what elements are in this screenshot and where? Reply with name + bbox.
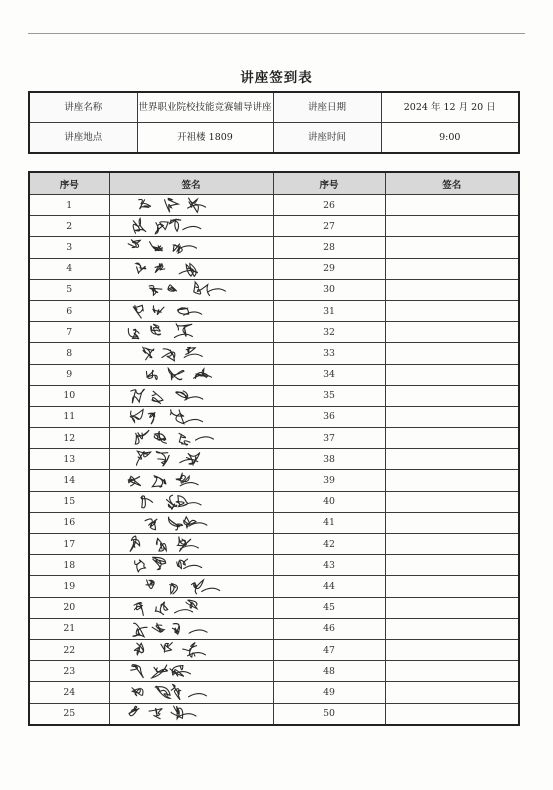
lecture-name-value: 世界职业院校技能竞赛辅导讲座 bbox=[137, 92, 273, 123]
signature-cell-left[interactable] bbox=[109, 300, 273, 321]
header-sign-right: 签名 bbox=[385, 172, 519, 195]
signature-cell-left[interactable] bbox=[109, 449, 273, 470]
row-number-left: 18 bbox=[29, 555, 109, 576]
signature-cell-left[interactable] bbox=[109, 555, 273, 576]
signature-stroke bbox=[155, 222, 168, 234]
signature-stroke bbox=[179, 434, 190, 446]
row-number-right: 41 bbox=[273, 512, 385, 533]
signature-cell-left[interactable] bbox=[109, 343, 273, 364]
signature-cell-left[interactable] bbox=[109, 364, 273, 385]
signature-cell-right[interactable] bbox=[385, 279, 519, 300]
signature-flourish bbox=[184, 419, 202, 422]
row-number-right: 30 bbox=[273, 279, 385, 300]
signature-flourish bbox=[183, 566, 201, 569]
lecture-name-label: 讲座名称 bbox=[29, 92, 137, 123]
signature-stroke bbox=[170, 409, 184, 423]
signature-stroke bbox=[145, 519, 157, 530]
signature-cell-left[interactable] bbox=[109, 406, 273, 427]
signature-stroke bbox=[153, 306, 164, 315]
row-number-right: 47 bbox=[273, 639, 385, 660]
table-row bbox=[29, 428, 519, 449]
row-number-right: 27 bbox=[273, 216, 385, 237]
lecture-time-value: 9:00 bbox=[381, 123, 519, 154]
signature-flourish bbox=[207, 289, 225, 292]
signature-stroke bbox=[171, 706, 183, 719]
signature-stroke bbox=[175, 391, 187, 400]
signature-cell-left[interactable] bbox=[109, 534, 273, 555]
row-number-right: 37 bbox=[273, 428, 385, 449]
signature-stroke bbox=[148, 413, 155, 424]
info-row bbox=[29, 123, 519, 154]
handwritten-signature bbox=[110, 407, 274, 427]
row-number-left: 24 bbox=[29, 682, 109, 703]
handwritten-signature bbox=[110, 237, 274, 257]
row-number-left: 2 bbox=[29, 216, 109, 237]
signature-cell-left[interactable] bbox=[109, 216, 273, 237]
table-row bbox=[29, 449, 519, 470]
row-number-left: 10 bbox=[29, 385, 109, 406]
signature-stroke bbox=[186, 263, 197, 276]
signature-cell-left[interactable] bbox=[109, 322, 273, 343]
row-number-right: 29 bbox=[273, 258, 385, 279]
signature-stroke bbox=[152, 623, 164, 632]
signature-cell-right[interactable] bbox=[385, 195, 519, 216]
row-number-right: 34 bbox=[273, 364, 385, 385]
signature-cell-left[interactable] bbox=[109, 512, 273, 533]
signature-stroke bbox=[142, 347, 153, 360]
handwritten-signature bbox=[110, 216, 274, 236]
lecture-time-label: 讲座时间 bbox=[273, 123, 381, 154]
table-row bbox=[29, 682, 519, 703]
signature-stroke bbox=[146, 370, 157, 379]
signature-cell-left[interactable] bbox=[109, 491, 273, 512]
signature-stroke bbox=[166, 495, 176, 509]
table-row bbox=[29, 470, 519, 491]
handwritten-signature bbox=[110, 598, 274, 618]
signature-header-row bbox=[29, 172, 519, 195]
table-row bbox=[29, 576, 519, 597]
top-rule bbox=[28, 33, 525, 34]
row-number-left: 22 bbox=[29, 639, 109, 660]
row-number-left: 5 bbox=[29, 279, 109, 300]
signature-cell-left[interactable] bbox=[109, 639, 273, 660]
signature-stroke bbox=[152, 558, 165, 570]
handwritten-signature bbox=[110, 195, 274, 215]
handwritten-signature bbox=[110, 365, 274, 385]
signature-stroke bbox=[155, 601, 168, 614]
row-number-right: 32 bbox=[273, 322, 385, 343]
signature-stroke bbox=[151, 665, 167, 678]
signature-flourish bbox=[184, 355, 202, 358]
signature-cell-right[interactable] bbox=[385, 639, 519, 660]
signature-cell-left[interactable] bbox=[109, 195, 273, 216]
signature-cell-right[interactable] bbox=[385, 682, 519, 703]
signature-cell-right[interactable] bbox=[385, 618, 519, 639]
signature-cell-right[interactable] bbox=[385, 449, 519, 470]
signature-stroke bbox=[149, 708, 162, 719]
row-number-left: 1 bbox=[29, 195, 109, 216]
row-number-left: 15 bbox=[29, 491, 109, 512]
signature-stroke bbox=[149, 242, 162, 251]
handwritten-signature bbox=[110, 322, 274, 342]
handwritten-signature bbox=[110, 619, 274, 639]
signature-cell-right[interactable] bbox=[385, 385, 519, 406]
table-row bbox=[29, 258, 519, 279]
signature-flourish bbox=[195, 437, 213, 440]
handwritten-signature bbox=[110, 661, 274, 681]
handwritten-signature bbox=[110, 640, 274, 660]
signature-cell-right[interactable] bbox=[385, 258, 519, 279]
signature-stroke bbox=[173, 244, 182, 253]
handwritten-signature bbox=[110, 704, 274, 724]
signature-stroke bbox=[128, 240, 140, 248]
row-number-left: 12 bbox=[29, 428, 109, 449]
row-number-right: 38 bbox=[273, 449, 385, 470]
signature-stroke bbox=[155, 687, 170, 699]
row-number-left: 9 bbox=[29, 364, 109, 385]
signature-flourish bbox=[201, 589, 219, 592]
signature-cell-right[interactable] bbox=[385, 512, 519, 533]
row-number-left: 7 bbox=[29, 322, 109, 343]
signature-stroke bbox=[169, 584, 177, 594]
lecture-date-value: 2024 年 12 月 20 日 bbox=[381, 92, 519, 123]
signature-stroke bbox=[134, 560, 145, 572]
signature-stroke bbox=[160, 643, 171, 653]
row-number-right: 28 bbox=[273, 237, 385, 258]
signature-stroke bbox=[132, 623, 147, 636]
signature-stroke bbox=[136, 451, 150, 465]
signature-cell-left[interactable] bbox=[109, 661, 273, 682]
signature-stroke bbox=[138, 200, 150, 209]
handwritten-signature bbox=[110, 259, 274, 279]
signature-stroke bbox=[133, 305, 143, 318]
signature-cell-right[interactable] bbox=[385, 576, 519, 597]
row-number-right: 48 bbox=[273, 661, 385, 682]
signature-stroke bbox=[134, 643, 144, 655]
row-number-right: 49 bbox=[273, 682, 385, 703]
signature-flourish bbox=[189, 630, 207, 633]
signature-stroke bbox=[168, 368, 184, 379]
row-number-right: 50 bbox=[273, 703, 385, 725]
row-number-right: 35 bbox=[273, 385, 385, 406]
table-row bbox=[29, 703, 519, 725]
signature-cell-left[interactable] bbox=[109, 618, 273, 639]
table-row bbox=[29, 237, 519, 258]
signature-cell-right[interactable] bbox=[385, 237, 519, 258]
info-row bbox=[29, 92, 519, 123]
row-number-left: 21 bbox=[29, 618, 109, 639]
signature-cell-right[interactable] bbox=[385, 703, 519, 725]
signature-stroke bbox=[195, 368, 208, 378]
signature-stroke bbox=[193, 282, 209, 296]
signature-stroke bbox=[128, 476, 141, 486]
signature-stroke bbox=[164, 198, 178, 212]
lecture-place-label: 讲座地点 bbox=[29, 123, 137, 154]
table-row bbox=[29, 343, 519, 364]
signature-stroke bbox=[186, 453, 199, 466]
table-row bbox=[29, 364, 519, 385]
signature-cell-right[interactable] bbox=[385, 597, 519, 618]
handwritten-signature bbox=[110, 386, 274, 406]
table-row bbox=[29, 618, 519, 639]
signature-flourish bbox=[182, 227, 200, 230]
row-number-left: 11 bbox=[29, 406, 109, 427]
handwritten-signature bbox=[110, 449, 274, 469]
row-number-left: 16 bbox=[29, 512, 109, 533]
table-row bbox=[29, 597, 519, 618]
signature-cell-right[interactable] bbox=[385, 300, 519, 321]
signature-cell-right[interactable] bbox=[385, 406, 519, 427]
row-number-left: 20 bbox=[29, 597, 109, 618]
signature-stroke bbox=[149, 285, 162, 295]
signature-stroke bbox=[185, 348, 195, 355]
row-number-left: 17 bbox=[29, 534, 109, 555]
signature-stroke bbox=[161, 349, 174, 361]
table-row bbox=[29, 639, 519, 660]
signature-stroke bbox=[171, 685, 181, 700]
signature-stroke bbox=[131, 688, 142, 696]
signature-stroke bbox=[156, 452, 169, 467]
signature-flourish bbox=[188, 694, 206, 697]
table-row bbox=[29, 512, 519, 533]
handwritten-signature bbox=[110, 555, 274, 575]
row-number-left: 14 bbox=[29, 470, 109, 491]
table-row bbox=[29, 322, 519, 343]
signature-flourish bbox=[178, 713, 196, 716]
table-row bbox=[29, 534, 519, 555]
row-number-right: 26 bbox=[273, 195, 385, 216]
signature-cell-left[interactable] bbox=[109, 703, 273, 725]
signature-stroke bbox=[129, 536, 139, 552]
signature-cell-right[interactable] bbox=[385, 534, 519, 555]
signature-stroke bbox=[176, 473, 189, 483]
row-number-left: 8 bbox=[29, 343, 109, 364]
signature-cell-right[interactable] bbox=[385, 661, 519, 682]
handwritten-signature bbox=[110, 301, 274, 321]
signature-flourish bbox=[174, 334, 192, 337]
table-row bbox=[29, 491, 519, 512]
signature-cell-right[interactable] bbox=[385, 491, 519, 512]
signature-stroke bbox=[146, 580, 154, 589]
signature-cell-right[interactable] bbox=[385, 555, 519, 576]
table-row bbox=[29, 661, 519, 682]
signature-cell-left[interactable] bbox=[109, 279, 273, 300]
signature-stroke bbox=[134, 602, 143, 615]
signature-flourish bbox=[183, 312, 201, 315]
signature-cell-left[interactable] bbox=[109, 237, 273, 258]
row-number-right: 31 bbox=[273, 300, 385, 321]
signature-stroke bbox=[151, 391, 162, 404]
row-number-left: 25 bbox=[29, 703, 109, 725]
signature-stroke bbox=[130, 389, 144, 403]
signature-stroke bbox=[167, 285, 176, 291]
row-number-left: 4 bbox=[29, 258, 109, 279]
signature-stroke bbox=[185, 600, 196, 609]
signature-stroke bbox=[140, 495, 152, 507]
row-number-left: 19 bbox=[29, 576, 109, 597]
handwritten-signature bbox=[110, 471, 274, 491]
signature-stroke bbox=[133, 219, 146, 234]
row-number-right: 46 bbox=[273, 618, 385, 639]
signature-stroke bbox=[156, 538, 166, 551]
signature-cell-left[interactable] bbox=[109, 258, 273, 279]
lecture-place-value: 开祖楼 1809 bbox=[137, 123, 273, 154]
row-number-left: 3 bbox=[29, 237, 109, 258]
signature-rows bbox=[29, 195, 519, 725]
signature-stroke bbox=[130, 409, 143, 422]
table-row bbox=[29, 195, 519, 216]
signature-cell-right[interactable] bbox=[385, 216, 519, 237]
handwritten-signature bbox=[110, 280, 274, 300]
table-row bbox=[29, 555, 519, 576]
signature-cell-right[interactable] bbox=[385, 428, 519, 449]
signature-flourish bbox=[174, 609, 192, 612]
header-no-right: 序号 bbox=[273, 172, 385, 195]
signature-stroke bbox=[128, 706, 138, 715]
signature-cell-left[interactable] bbox=[109, 428, 273, 449]
handwritten-signature bbox=[110, 576, 274, 596]
row-number-left: 23 bbox=[29, 661, 109, 682]
signature-cell-left[interactable] bbox=[109, 682, 273, 703]
handwritten-signature bbox=[110, 492, 274, 512]
signature-cell-right[interactable] bbox=[385, 364, 519, 385]
row-number-right: 33 bbox=[273, 343, 385, 364]
header-sign-left: 签名 bbox=[109, 172, 273, 195]
page-title: 讲座签到表 bbox=[240, 70, 313, 86]
signature-stroke bbox=[155, 263, 165, 272]
row-number-right: 39 bbox=[273, 470, 385, 491]
handwritten-signature bbox=[110, 343, 274, 363]
signature-cell-left[interactable] bbox=[109, 576, 273, 597]
row-number-right: 44 bbox=[273, 576, 385, 597]
lecture-date-label: 讲座日期 bbox=[273, 92, 381, 123]
signature-cell-left[interactable] bbox=[109, 385, 273, 406]
signature-stroke bbox=[130, 665, 143, 679]
signature-stroke bbox=[135, 430, 149, 444]
signature-cell-right[interactable] bbox=[385, 470, 519, 491]
row-number-right: 36 bbox=[273, 406, 385, 427]
handwritten-signature bbox=[110, 428, 274, 448]
header-no-left: 序号 bbox=[29, 172, 109, 195]
table-row bbox=[29, 216, 519, 237]
signature-stroke bbox=[172, 623, 179, 634]
row-number-right: 45 bbox=[273, 597, 385, 618]
handwritten-signature bbox=[110, 513, 274, 533]
table-row bbox=[29, 300, 519, 321]
handwritten-signature bbox=[110, 534, 274, 554]
table-row bbox=[29, 406, 519, 427]
row-number-right: 42 bbox=[273, 534, 385, 555]
signature-stroke bbox=[135, 263, 145, 273]
table-row bbox=[29, 385, 519, 406]
signature-stroke bbox=[183, 517, 195, 528]
handwritten-signature bbox=[110, 682, 274, 702]
signature-stroke bbox=[150, 324, 160, 335]
row-number-right: 40 bbox=[273, 491, 385, 512]
signature-stroke bbox=[154, 431, 166, 443]
row-number-right: 43 bbox=[273, 555, 385, 576]
row-number-left: 13 bbox=[29, 449, 109, 470]
signature-cell-left[interactable] bbox=[109, 597, 273, 618]
table-row bbox=[29, 279, 519, 300]
signature-stroke bbox=[177, 537, 190, 552]
signature-stroke bbox=[168, 517, 182, 530]
signature-stroke bbox=[128, 329, 139, 339]
signature-cell-left[interactable] bbox=[109, 470, 273, 491]
signature-cell-right[interactable] bbox=[385, 322, 519, 343]
signature-cell-right[interactable] bbox=[385, 343, 519, 364]
signature-stroke bbox=[169, 219, 181, 232]
row-number-left: 6 bbox=[29, 300, 109, 321]
signature-flourish bbox=[187, 205, 205, 208]
lecture-info-table bbox=[28, 91, 520, 154]
signature-table bbox=[28, 171, 520, 726]
signature-stroke bbox=[152, 475, 166, 487]
